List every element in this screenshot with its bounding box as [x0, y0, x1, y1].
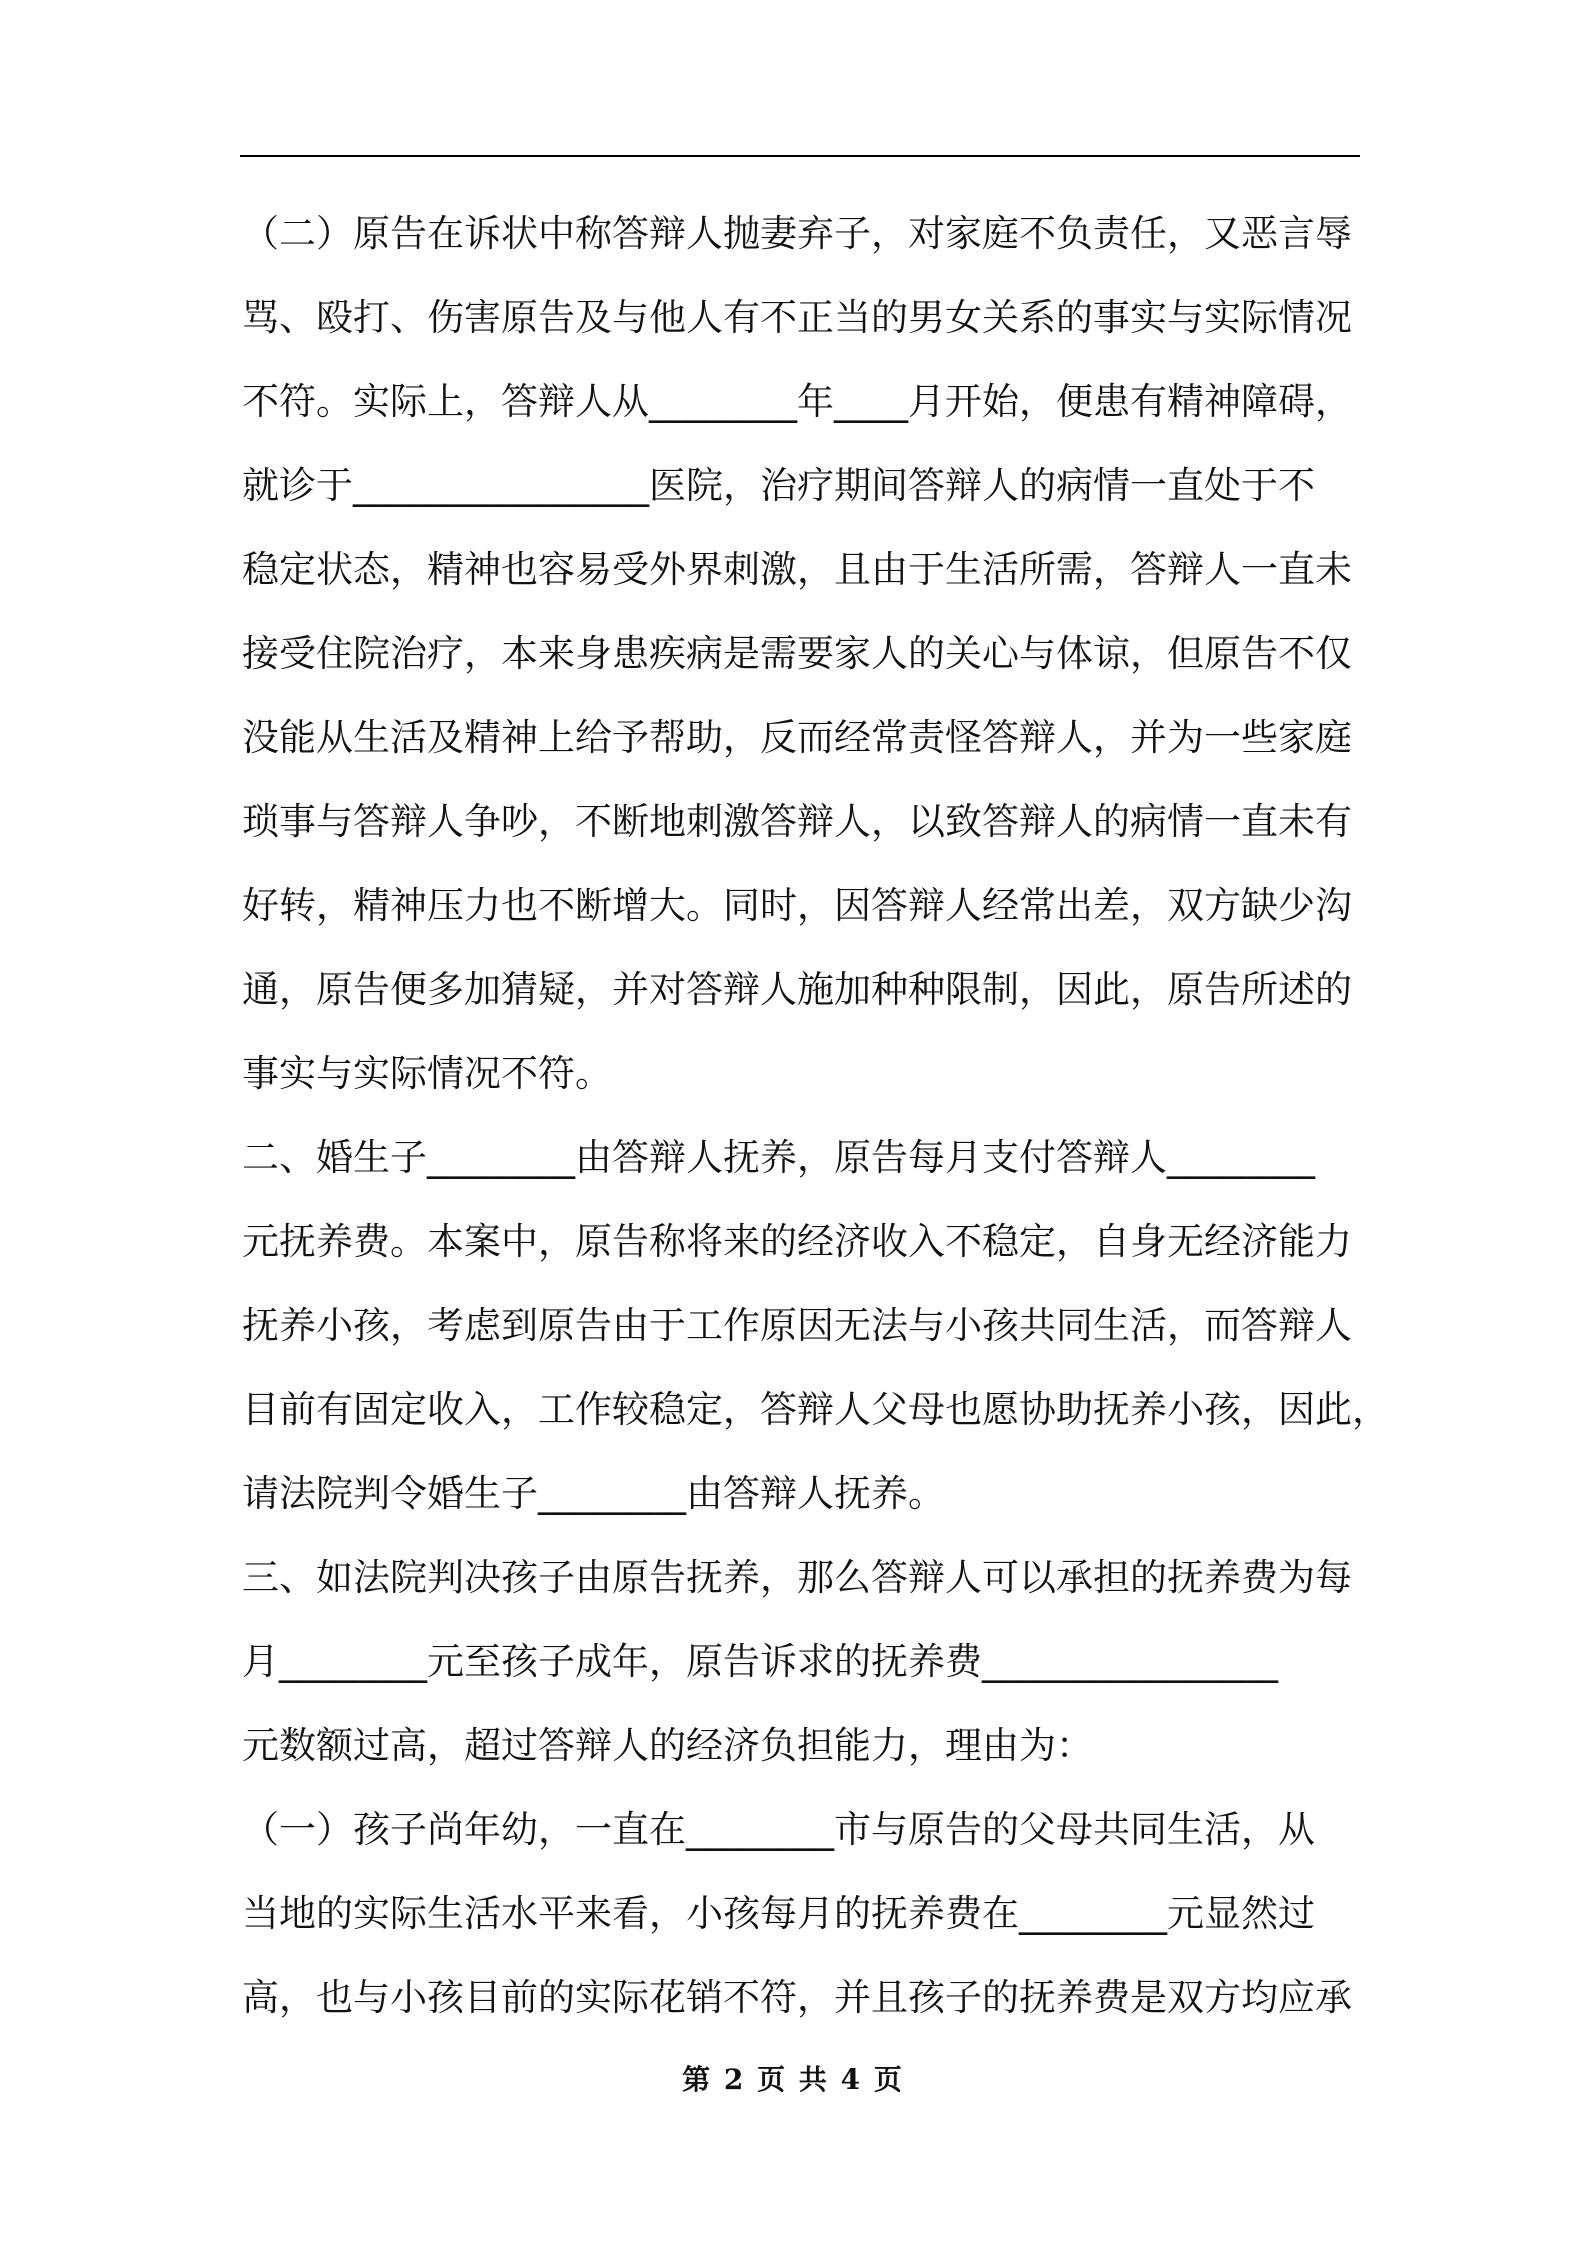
text-line: 二、婚生子________由答辩人抚养，原告每月支付答辩人________ [242, 1136, 1315, 1179]
text-line: 接受住院治疗，本来身患疾病是需要家人的关心与体谅，但原告不仅 [242, 632, 1352, 675]
text-line: （二）原告在诉状中称答辩人抛妻弃子，对家庭不负责任，又恶言辱 [242, 212, 1352, 255]
text-line: 请法院判令婚生子________由答辩人抚养。 [242, 1472, 945, 1515]
text-line: 月________元至孩子成年，原告诉求的抚养费________________ [242, 1640, 1278, 1683]
page-number-footer: 第 2 页 共 4 页 [682, 2063, 904, 2096]
text-line: 当地的实际生活水平来看，小孩每月的抚养费在________元显然过 [242, 1892, 1315, 1935]
text-line: 骂、殴打、伤害原告及与他人有不正当的男女关系的事实与实际情况 [242, 296, 1352, 339]
text-line: 就诊于________________医院，治疗期间答辩人的病情一直处于不 [242, 464, 1315, 507]
text-line: 稳定状态，精神也容易受外界刺激，且由于生活所需，答辩人一直未 [242, 548, 1352, 591]
text-line: 抚养小孩，考虑到原告由于工作原因无法与小孩共同生活，而答辩人 [242, 1304, 1352, 1347]
text-line: 三、如法院判决孩子由原告抚养，那么答辩人可以承担的抚养费为每 [242, 1556, 1352, 1599]
text-line: 元数额过高，超过答辩人的经济负担能力，理由为： [242, 1724, 1093, 1767]
text-line: （一）孩子尚年幼，一直在________市与原告的父母共同生活，从 [242, 1808, 1315, 1851]
text-line: 目前有固定收入，工作较稳定，答辩人父母也愿协助抚养小孩，因此， [242, 1388, 1389, 1431]
text-line: 事实与实际情况不符。 [242, 1052, 612, 1095]
text-line: 通，原告便多加猜疑，并对答辩人施加种种限制，因此，原告所述的 [242, 968, 1352, 1011]
text-line: 没能从生活及精神上给予帮助，反而经常责怪答辩人，并为一些家庭 [242, 716, 1352, 759]
document-body [242, 192, 1389, 2040]
text-line: 不符。实际上，答辩人从________年____月开始，便患有精神障碍， [242, 380, 1352, 423]
text-line: 琐事与答辩人争吵，不断地刺激答辩人，以致答辩人的病情一直未有 [242, 800, 1352, 843]
text-line: 元抚养费。本案中，原告称将来的经济收入不稳定，自身无经济能力 [242, 1220, 1352, 1263]
text-line: 好转，精神压力也不断增大。同时，因答辩人经常出差，双方缺少沟 [242, 884, 1352, 927]
header-rule [240, 155, 1360, 157]
text-line: 高，也与小孩目前的实际花销不符，并且孩子的抚养费是双方均应承 [242, 1976, 1352, 2019]
